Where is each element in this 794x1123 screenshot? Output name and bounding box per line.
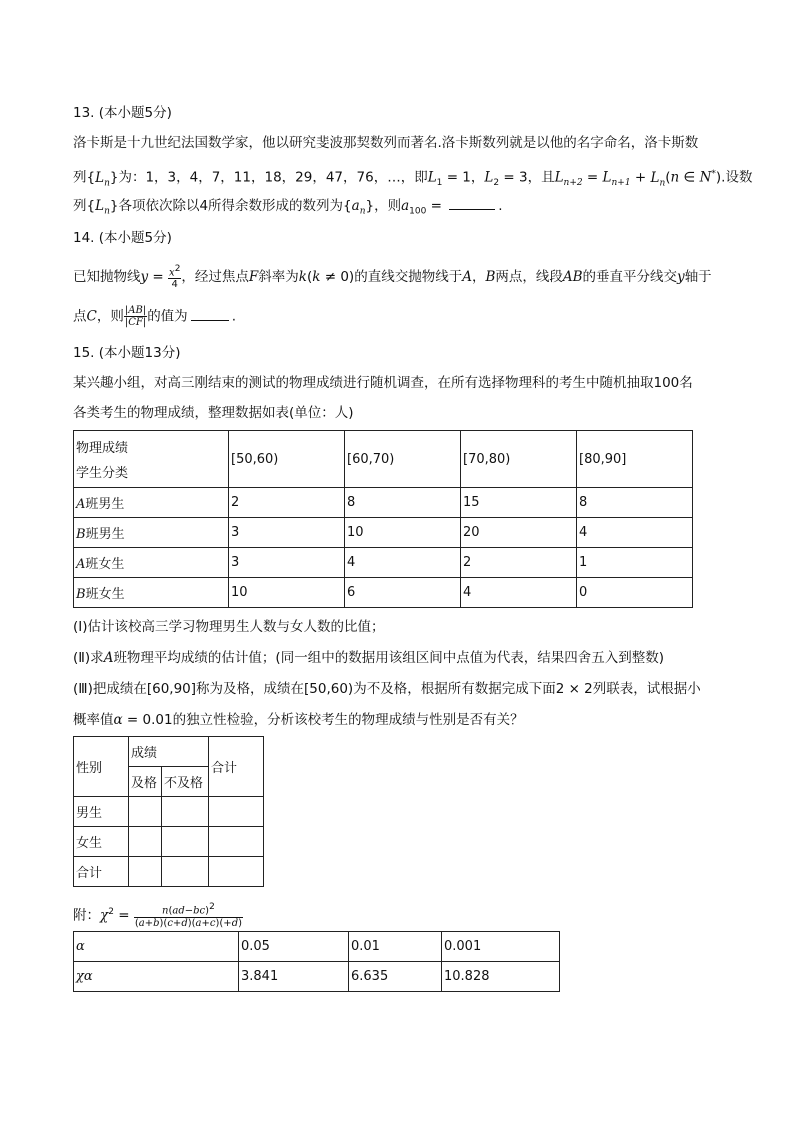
table-cell: 2 [229, 488, 345, 518]
q14-line1: 已知抛物线y = $\frac{x^2}{4}$ ，经过焦点F斜率为k(k ≠ 0)的直线交抛物线于A，B两点，线段AB的垂直平分线交y轴于 [73, 264, 712, 291]
fail-header: 不及格 [162, 767, 209, 797]
table-row [74, 578, 693, 608]
table-cell: 4 [577, 518, 693, 548]
q15-part1: (Ⅰ)估计该校高三学习物理男生人数与女人数的比值； [73, 619, 385, 635]
q15-part3-line1: (Ⅲ)把成绩在[60,90]称为及格，成绩在[50,60)为不及格，根据所有数据完成下面2 × 2列联表，试根据小 [73, 681, 701, 697]
q15-intro2: 各类考生的物理成绩，整理数据如表(单位：人) [73, 405, 354, 421]
row-label: B班女生 [74, 578, 229, 608]
q15-part2: (Ⅱ)求A班物理平均成绩的估计值；(同一组中的数据用该组区间中点值为代表，结果四舍五入到整数) [73, 650, 664, 666]
header-cell: [60,70) [345, 431, 461, 488]
table-row [74, 488, 693, 518]
critical-value-table: α 0.05 0.01 0.001 χα 3.841 6.635 10.828 [73, 931, 560, 992]
score-header: 成绩 [129, 737, 209, 767]
table-cell: 8 [345, 488, 461, 518]
table-row: 女生 [74, 827, 264, 857]
row-label: A班男生 [74, 488, 229, 518]
score-table [73, 430, 693, 608]
q13-line2: 列$\{L_n\}$为：1，3，4，7，11，18，29，47，76，…，即$L_1 = 1$，$L_2 = 3$，且$L_{n+2} = L_{n+1} + L_n(n$ ∈ N*).设数 [73, 169, 753, 189]
table-cell: 1 [577, 548, 693, 578]
answer-blank-13 [449, 197, 495, 210]
header-cell: [80,90] [577, 431, 693, 488]
q13-line1: 洛卡斯是十九世纪法国数学家，他以研究斐波那契数列而著名.洛卡斯数列就是以他的名字命名，洛卡斯数 [73, 135, 699, 151]
row-label: A班女生 [74, 548, 229, 578]
row-label: B班男生 [74, 518, 229, 548]
formula-note: 附：$\chi^2$ = $\frac{n(ad-bc)^2}{(a+b)(c+d)(a+c)(+d)}$ [73, 902, 242, 929]
table-cell: 15 [461, 488, 577, 518]
q13-header: 13. (本小题5分) [73, 105, 172, 121]
corner-cell: 物理成绩 学生分类 [74, 431, 229, 488]
header-cell: [70,80) [461, 431, 577, 488]
q13-line3: 列$\{L_n\}$各项依次除以4所得余数形成的数列为$\{a_n\}$，则$a_{100}$ = . [73, 198, 503, 217]
table-cell: 0 [577, 578, 693, 608]
chi-label: χα [74, 962, 239, 992]
table-cell: 4 [461, 578, 577, 608]
table-cell: 3 [229, 518, 345, 548]
table-row [74, 518, 693, 548]
table-row: 合计 [74, 857, 264, 887]
gender-header: 性别 [74, 737, 129, 797]
contingency-table [73, 736, 264, 887]
alpha-label: α [74, 932, 239, 962]
total-header: 合计 [209, 737, 264, 797]
table-cell: 10 [229, 578, 345, 608]
table-row: 男生 [74, 797, 264, 827]
table-cell: 3 [229, 548, 345, 578]
table-cell: 6 [345, 578, 461, 608]
table-cell: 4 [345, 548, 461, 578]
table-cell: 20 [461, 518, 577, 548]
table-cell: 10 [345, 518, 461, 548]
pass-header: 及格 [129, 767, 162, 797]
q15-intro1: 某兴趣小组，对高三刚结束的测试的物理成绩进行随机调查，在所有选择物理科的考生中随机抽取100名 [73, 375, 693, 391]
q15-header: 15. (本小题13分) [73, 345, 181, 361]
q14-header: 14. (本小题5分) [73, 230, 172, 246]
header-cell: [50,60) [229, 431, 345, 488]
answer-blank-14 [191, 308, 229, 321]
table-cell: 2 [461, 548, 577, 578]
q15-part3-line2: 概率值α = 0.01的独立性检验，分析该校考生的物理成绩与性别是否有关？ [73, 712, 524, 728]
table-cell: 8 [577, 488, 693, 518]
table-row [74, 548, 693, 578]
q14-line2: 点C，则 $\frac{|AB|}{|CF|}$ 的值为 . [73, 305, 236, 328]
